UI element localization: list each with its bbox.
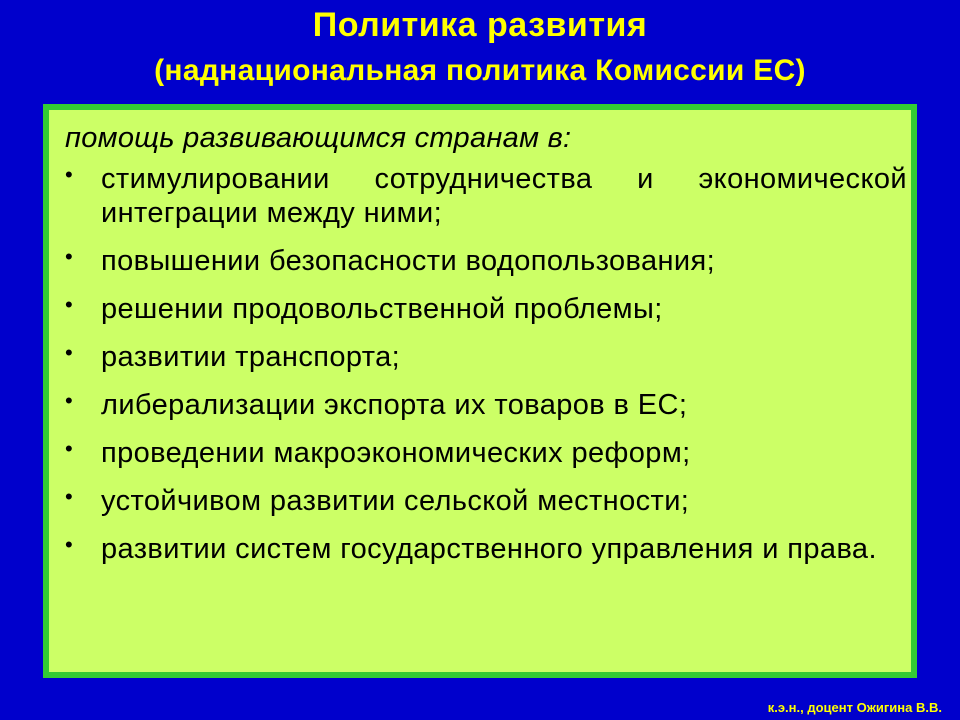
list-item-text: повышении безопасности водопользования; <box>101 245 716 277</box>
list-item-text: развитии систем государственного управления и права. <box>101 533 877 565</box>
bullet-icon: • <box>65 340 74 365</box>
list-item <box>63 340 907 374</box>
lead-text: помощь развивающимся странам в: <box>65 122 572 154</box>
bullet-list <box>63 162 907 566</box>
footer-author: к.э.н., доцент Ожигина В.В. <box>767 700 942 715</box>
list-item-text: проведении макроэкономических реформ; <box>101 437 691 469</box>
list-item <box>63 388 907 422</box>
list-item <box>63 292 907 326</box>
list-item-text: решении продовольственной проблемы; <box>101 293 663 325</box>
list-item <box>63 162 907 230</box>
bullet-icon: • <box>65 292 74 317</box>
list-item <box>63 532 907 566</box>
list-item-text: стимулировании сотрудничества и экономической интеграции между ними; <box>101 163 907 229</box>
list-item-text: устойчивом развитии сельской местности; <box>101 485 690 517</box>
bullet-icon: • <box>65 162 74 187</box>
bullet-icon: • <box>65 388 74 413</box>
bullet-icon: • <box>65 436 74 461</box>
list-item-text: либерализации экспорта их товаров в ЕС; <box>101 389 688 421</box>
content-box <box>43 104 917 678</box>
slide-title: Политика развития <box>312 6 648 44</box>
bullet-icon: • <box>65 532 74 557</box>
bullet-icon: • <box>65 244 74 269</box>
list-item-text: развитии транспорта; <box>101 341 401 373</box>
content-inner <box>63 120 907 580</box>
list-item <box>63 244 907 278</box>
slide-subtitle: (наднациональная политика Комиссии ЕС) <box>154 54 806 87</box>
list-item <box>63 484 907 518</box>
bullet-icon: • <box>65 484 74 509</box>
list-item <box>63 436 907 470</box>
